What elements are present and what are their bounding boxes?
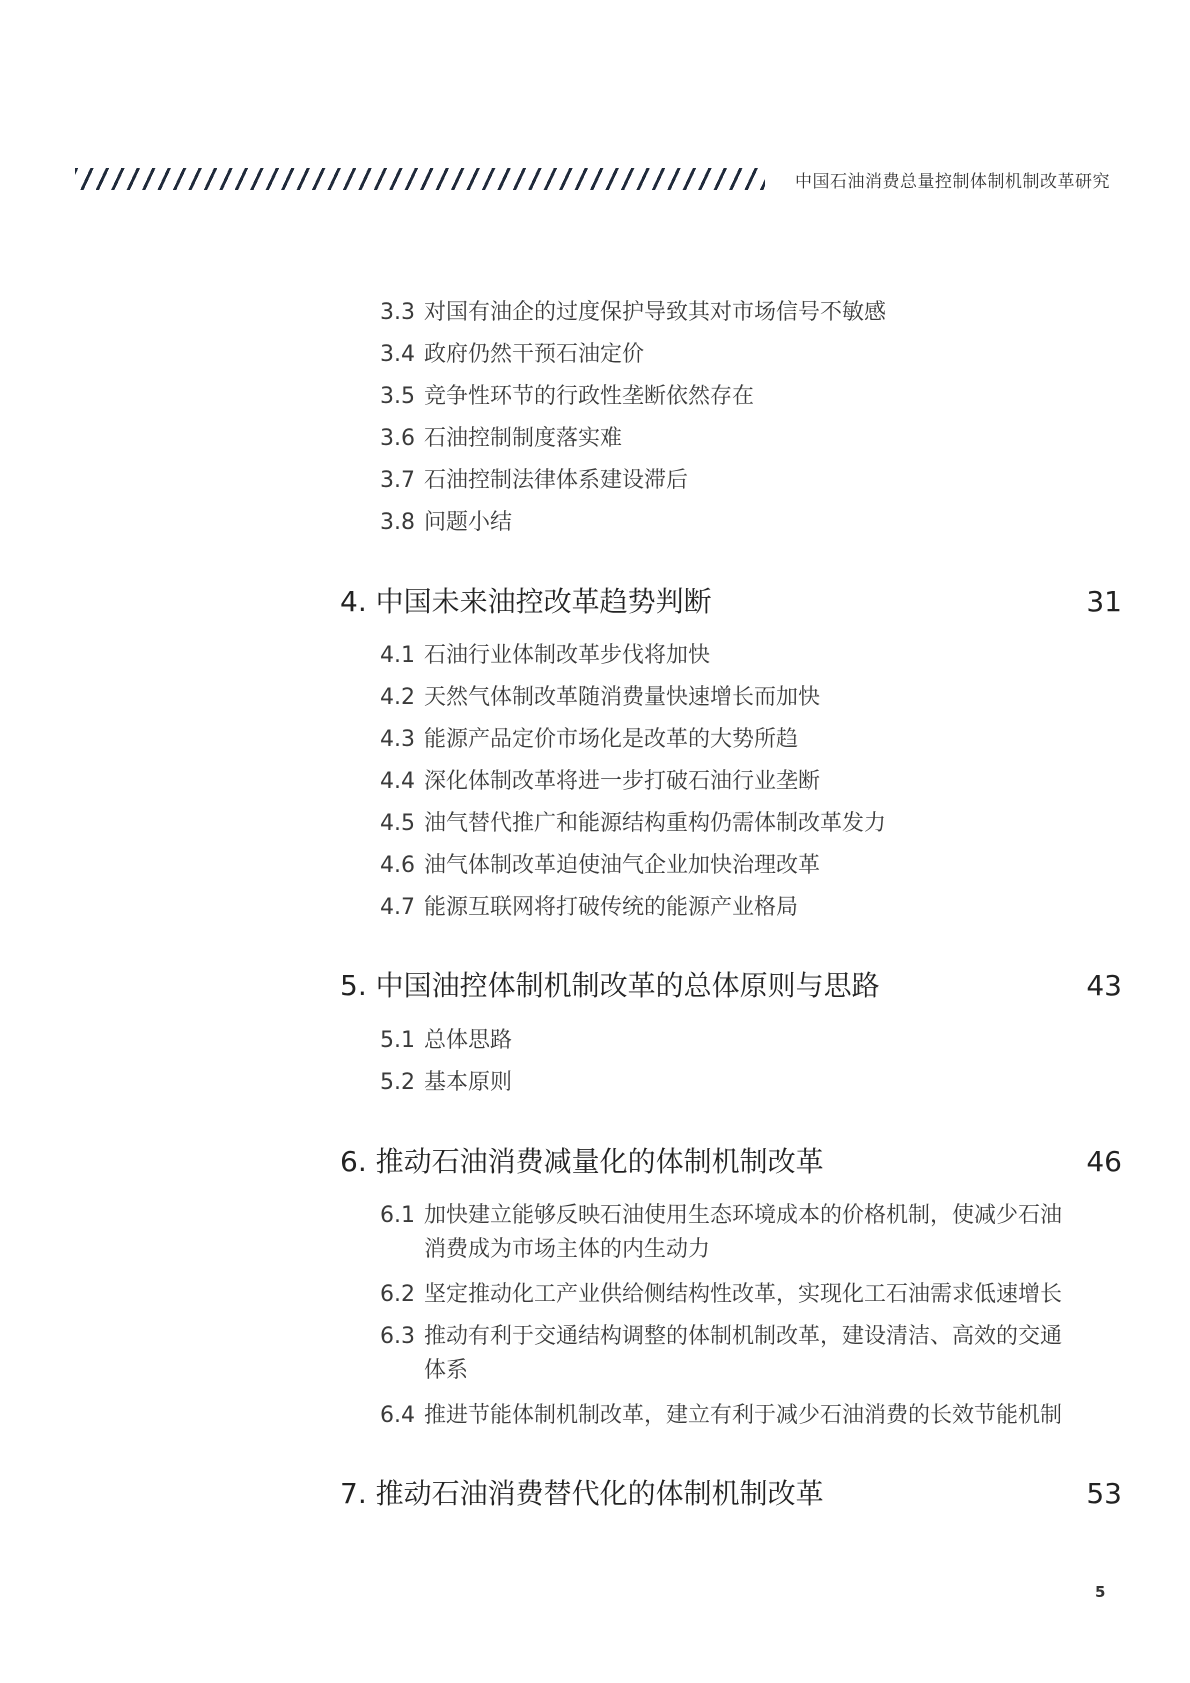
toc-number: 3.5 <box>380 384 415 409</box>
toc-title: 深化体制改革将进一步打破石油行业垄断 <box>424 769 821 794</box>
toc-title: 坚定推动化工产业供给侧结构性改革，实现化工石油需求低速增长 <box>424 1282 1063 1307</box>
toc-entry[interactable] <box>380 807 886 841</box>
toc-title: 油气体制改革迫使油气企业加快治理改革 <box>424 853 821 878</box>
toc-title: 能源产品定价市场化是改革的大势所趋 <box>424 727 799 752</box>
toc-entry[interactable] <box>380 849 820 883</box>
toc-number: 5.1 <box>380 1028 415 1053</box>
toc-number: 3.6 <box>380 426 415 451</box>
toc-entry[interactable] <box>380 1199 1125 1267</box>
toc-title: 天然气体制改革随消费量快速增长而加快 <box>424 685 821 710</box>
toc-entry[interactable] <box>380 380 754 414</box>
toc-title: 总体思路 <box>424 1028 513 1053</box>
running-title: 中国石油消费总量控制体制机制改革研究 <box>795 172 1110 192</box>
toc-number: 4.7 <box>380 895 415 920</box>
toc-title-continuation: 体系 <box>424 1358 469 1383</box>
toc-title: 问题小结 <box>424 510 513 535</box>
toc-number: 5.2 <box>380 1070 415 1095</box>
toc-title: 石油控制制度落实难 <box>424 426 623 451</box>
toc-title: 基本原则 <box>424 1070 513 1095</box>
toc-number: 4.6 <box>380 853 415 878</box>
toc-number: 4.2 <box>380 685 415 710</box>
toc-entry[interactable] <box>380 296 886 330</box>
toc-number: 3.7 <box>380 468 415 493</box>
toc-entry[interactable] <box>380 506 512 540</box>
toc-entry[interactable] <box>380 1278 1062 1312</box>
toc-number: 6.3 <box>380 1324 415 1349</box>
toc-chapter-page: 46 <box>1086 1145 1122 1178</box>
toc-entry[interactable] <box>380 338 644 372</box>
toc-chapter-page: 53 <box>1086 1477 1122 1510</box>
toc-title: 推动有利于交通结构调整的体制机制改革，建设清洁、高效的交通 <box>424 1324 1063 1349</box>
toc-title: 能源互联网将打破传统的能源产业格局 <box>424 895 799 920</box>
toc-entry[interactable] <box>380 723 798 757</box>
toc-title: 油气替代推广和能源结构重构仍需体制改革发力 <box>424 811 887 836</box>
toc-entry[interactable] <box>380 464 688 498</box>
toc-number: 3.4 <box>380 342 415 367</box>
toc-entry[interactable] <box>380 639 710 673</box>
toc-title-continuation: 消费成为市场主体的内生动力 <box>424 1237 711 1262</box>
page-number: 5 <box>1095 1583 1106 1601</box>
toc-entry[interactable] <box>380 891 798 925</box>
toc-entry[interactable] <box>380 422 622 456</box>
toc-entry[interactable] <box>380 1399 1062 1433</box>
toc-chapter-title[interactable]: 7. 推动石油消费替代化的体制机制改革 <box>340 1477 824 1510</box>
toc-chapter-page: 31 <box>1086 585 1122 618</box>
toc-chapter-title[interactable]: 5. 中国油控体制机制改革的总体原则与思路 <box>340 969 880 1002</box>
toc-title: 加快建立能够反映石油使用生态环境成本的价格机制，使减少石油 <box>424 1203 1063 1228</box>
toc-number: 6.4 <box>380 1403 415 1428</box>
toc-title: 推进节能体制机制改革，建立有利于减少石油消费的长效节能机制 <box>424 1403 1063 1428</box>
toc-number: 4.5 <box>380 811 415 836</box>
toc-chapter-title[interactable]: 4. 中国未来油控改革趋势判断 <box>340 585 712 618</box>
toc-title: 对国有油企的过度保护导致其对市场信号不敏感 <box>424 300 887 325</box>
toc-number: 4.3 <box>380 727 415 752</box>
toc-title: 政府仍然干预石油定价 <box>424 342 645 367</box>
toc-number: 4.1 <box>380 643 415 668</box>
toc-entry[interactable] <box>380 1024 512 1058</box>
toc-title: 石油控制法律体系建设滞后 <box>424 468 689 493</box>
toc-entry[interactable] <box>380 681 820 715</box>
toc-number: 6.2 <box>380 1282 415 1307</box>
toc-title: 竞争性环节的行政性垄断依然存在 <box>424 384 755 409</box>
toc-number: 4.4 <box>380 769 415 794</box>
toc-chapter-page: 43 <box>1086 969 1122 1002</box>
toc-number: 3.8 <box>380 510 415 535</box>
toc-entry[interactable] <box>380 1066 512 1100</box>
toc-entry[interactable] <box>380 1320 1125 1388</box>
toc-chapter-title[interactable]: 6. 推动石油消费减量化的体制机制改革 <box>340 1145 824 1178</box>
toc-entry[interactable] <box>380 765 820 799</box>
toc-number: 3.3 <box>380 300 415 325</box>
toc-title: 石油行业体制改革步伐将加快 <box>424 643 711 668</box>
toc-number: 6.1 <box>380 1203 415 1228</box>
